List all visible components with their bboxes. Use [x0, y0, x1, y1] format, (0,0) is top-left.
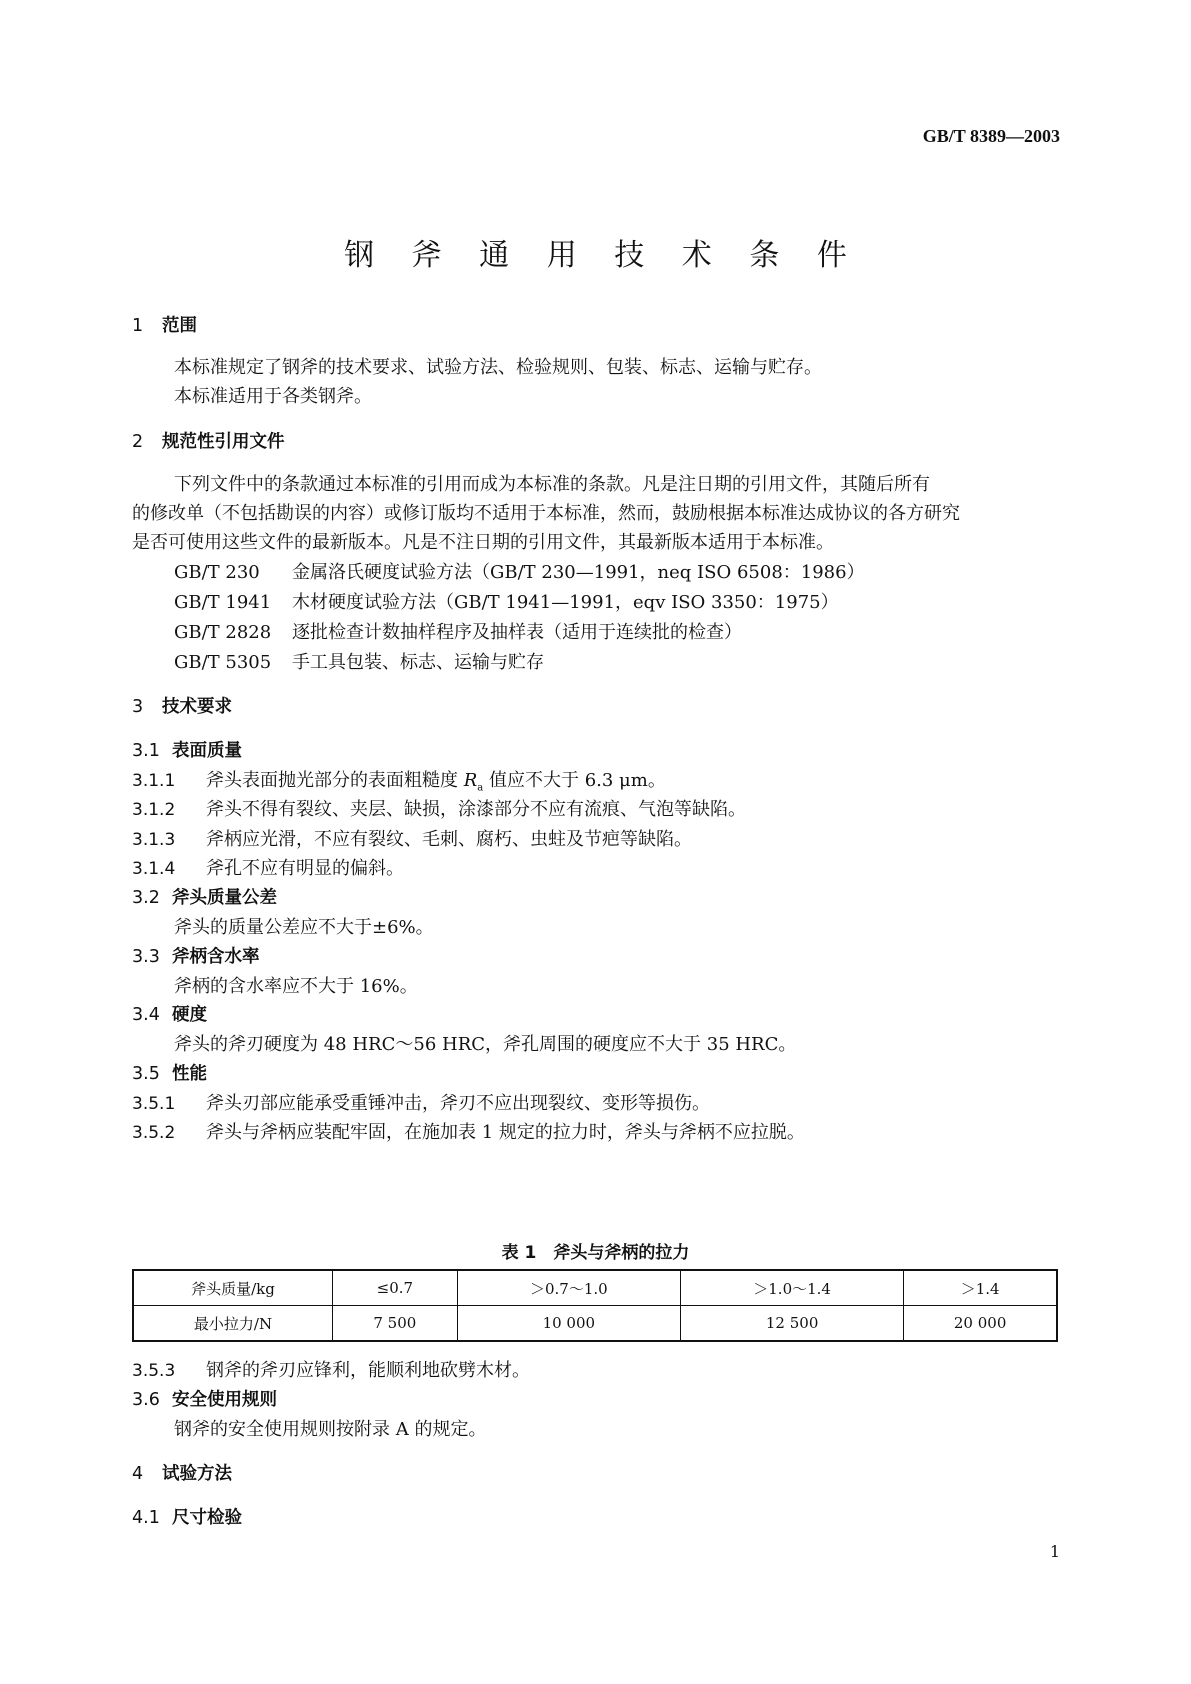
section-2-heading: [132, 428, 285, 453]
clause-text: 斧柄应光滑，不应有裂纹、毛刺、腐朽、虫蛀及节疤等缺陷。: [206, 829, 692, 850]
clause-text: 斧孔不应有明显的偏斜。: [206, 858, 404, 879]
paragraph-continued: 的修改单（不包括勘误的内容）或修订版均不适用于本标准，然而，鼓励根据本标准达成协议的各方研究: [132, 503, 960, 524]
table-row: [133, 1270, 1057, 1306]
paragraph: 本标准适用于各类钢斧。: [174, 386, 372, 407]
table-cell: ≤0.7: [333, 1270, 458, 1306]
tension-table: [132, 1269, 1058, 1342]
section-number: 3.2: [132, 888, 160, 908]
reference-title: 金属洛氏硬度试验方法（GB/T 230—1991，neq ISO 6508：1986）: [292, 562, 865, 583]
clause-text: 值应不大于 6.3 μm。: [483, 770, 666, 791]
clause-number: 3.5.1: [132, 1094, 176, 1114]
table-cell: ＞0.7～1.0: [457, 1270, 680, 1306]
section-number: 3.5: [132, 1064, 160, 1084]
section-number: 3: [132, 697, 144, 717]
section-title: 试验方法: [162, 1464, 232, 1484]
table-cell: 最小拉力/N: [133, 1306, 333, 1342]
section-3-heading: [132, 693, 232, 718]
table-cell: 20 000: [904, 1306, 1057, 1342]
clause-text: 斧头不得有裂纹、夹层、缺损，涂漆部分不应有流痕、气泡等缺陷。: [206, 799, 746, 820]
reference-title: 手工具包装、标志、运输与贮存: [292, 652, 544, 673]
section-number: 4: [132, 1464, 144, 1484]
reference-code: GB/T 230: [174, 562, 260, 583]
reference-item: [174, 618, 742, 644]
reference-title: 木材硬度试验方法（GB/T 1941—1991，eqv ISO 3350：1975）: [292, 592, 839, 613]
page-number: 1: [1049, 1542, 1060, 1561]
clause-3-1-3: [132, 825, 692, 851]
clause-number: 3.1.2: [132, 800, 176, 820]
table-row: [133, 1306, 1057, 1342]
reference-code: GB/T 5305: [174, 652, 272, 673]
clause-number: 3.5.2: [132, 1123, 176, 1143]
clause-3-5-3: [132, 1356, 530, 1382]
section-number: 3.6: [132, 1390, 160, 1410]
clause-3-1-4: [132, 854, 404, 880]
roughness-symbol: R: [463, 770, 478, 791]
clause-number: 3.1.3: [132, 830, 176, 850]
clause-number: 3.1.4: [132, 859, 176, 879]
table-cell: ＞1.0～1.4: [680, 1270, 903, 1306]
clause-text: 斧头刃部应能承受重锤冲击，斧刃不应出现裂纹、变形等损伤。: [206, 1093, 710, 1114]
section-title: 硬度: [172, 1005, 207, 1025]
section-title: 性能: [172, 1064, 207, 1084]
table-caption: 表 1 斧头与斧柄的拉力: [501, 1243, 690, 1263]
table-cell: 10 000: [457, 1306, 680, 1342]
subsection-heading: [132, 943, 260, 968]
section-title: 表面质量: [172, 741, 242, 761]
section-title: 技术要求: [162, 697, 232, 717]
paragraph: 下列文件中的条款通过本标准的引用而成为本标准的条款。凡是注日期的引用文件，其随后所有: [174, 474, 930, 495]
section-number: 1: [132, 316, 144, 336]
section-number: 3.3: [132, 947, 160, 967]
section-number: 4.1: [132, 1508, 160, 1528]
paragraph: 钢斧的安全使用规则按附录 A 的规定。: [174, 1419, 487, 1440]
paragraph: 本标准规定了钢斧的技术要求、试验方法、检验规则、包装、标志、运输与贮存。: [174, 357, 822, 378]
clause-3-1-2: [132, 795, 746, 821]
reference-item: [174, 588, 839, 614]
subsection-heading: [132, 884, 277, 909]
section-number: 2: [132, 432, 144, 452]
paragraph: 斧头的质量公差应不大于±6%。: [174, 917, 434, 938]
clause-number: 3.5.3: [132, 1361, 176, 1381]
section-1-heading: [132, 312, 197, 337]
section-title: 安全使用规则: [172, 1390, 277, 1410]
section-title: 尺寸检验: [172, 1508, 242, 1528]
table-cell: 7 500: [333, 1306, 458, 1342]
subsection-heading: [132, 1386, 277, 1411]
section-title: 斧柄含水率: [172, 947, 260, 967]
clause-text: 斧头与斧柄应装配牢固，在施加表 1 规定的拉力时，斧头与斧柄不应拉脱。: [206, 1122, 805, 1143]
table-cell: ＞1.4: [904, 1270, 1057, 1306]
reference-title: 逐批检查计数抽样程序及抽样表（适用于连续批的检查）: [292, 622, 742, 643]
paragraph-continued: 是否可使用这些文件的最新版本。凡是不注日期的引用文件，其最新版本适用于本标准。: [132, 532, 834, 553]
reference-code: GB/T 2828: [174, 622, 272, 643]
section-title: 规范性引用文件: [162, 432, 285, 452]
reference-item: [174, 648, 544, 674]
section-4-heading: [132, 1460, 232, 1485]
clause-3-1-1: [132, 766, 666, 794]
section-title: 范围: [162, 316, 197, 336]
clause-3-5-1: [132, 1089, 710, 1115]
reference-item: [174, 558, 865, 584]
table-cell: 斧头质量/kg: [133, 1270, 333, 1306]
standard-code: GB/T 8389—2003: [922, 126, 1060, 146]
clause-text: 钢斧的斧刃应锋利，能顺利地砍劈木材。: [206, 1360, 530, 1381]
table-cell: 12 500: [680, 1306, 903, 1342]
paragraph: 斧柄的含水率应不大于 16%。: [174, 976, 418, 997]
subsection-heading: [132, 1060, 207, 1085]
section-number: 3.1: [132, 741, 160, 761]
paragraph: 斧头的斧刃硬度为 48 HRC～56 HRC，斧孔周围的硬度应不大于 35 HRC。: [174, 1034, 797, 1055]
clause-text: 斧头表面抛光部分的表面粗糙度: [206, 770, 464, 791]
document-title: 钢 斧 通 用 技 术 条 件: [344, 238, 861, 273]
roughness-subscript: a: [477, 782, 484, 794]
subsection-heading: [132, 1001, 207, 1026]
section-number: 3.4: [132, 1005, 160, 1025]
subsection-heading: [132, 737, 242, 762]
clause-number: 3.1.1: [132, 771, 176, 791]
section-title: 斧头质量公差: [172, 888, 277, 908]
subsection-heading: [132, 1504, 242, 1529]
clause-3-5-2: [132, 1118, 805, 1144]
reference-code: GB/T 1941: [174, 592, 272, 613]
